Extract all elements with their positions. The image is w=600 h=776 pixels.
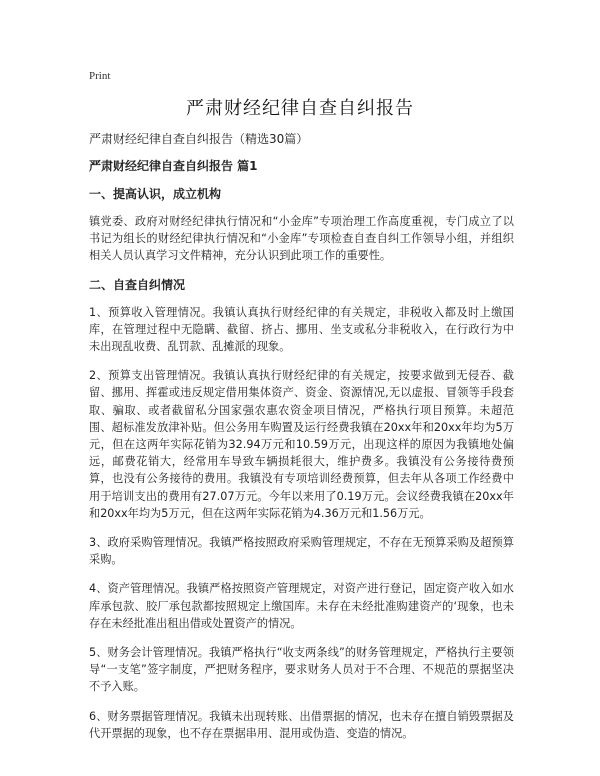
document-subtitle: 严肃财经纪律自查自纠报告（精选30篇） <box>89 132 309 146</box>
article-title: 严肃财经纪律自查自纠报告 篇1 <box>89 159 258 173</box>
section-heading-2: 二、自查自纠情况 <box>89 277 186 292</box>
section-heading-1: 一、提高认识，成立机构 <box>89 187 222 201</box>
paragraph: 镇党委、政府对财经纪律执行情况和“小金库”专项治理工作高度重视，专门成立了以书记为组长的财经纪律执行情况和“小金库”专项检查自查自纠工作领导小组，并组织相关人员认真学习文件精神，充分认识到此项工作的重要性。 <box>89 215 514 263</box>
paragraph: 4、资产管理情况。我镇严格按照资产管理规定，对资产进行登记，固定资产收入如水库承包款、胶厂承包款都按照规定上缴国库。未存在未经批准购建资产的‘现象，也未存在未经批准出租出借或处置资产的情况。 <box>89 582 514 630</box>
paragraph: 6、财务票据管理情况。我镇未出现转账、出借票据的情况，也未存在擅自销毁票据及代开票据的现象，也不存在票据串用、混用或伪造、变造的情况。 <box>89 709 514 740</box>
page-title: 严肃财经纪律自查自纠报告 <box>186 98 414 119</box>
paragraph: 3、政府采购管理情况。我镇严格按照政府采购管理规定，不存在无预算采购及超预算采购。 <box>89 536 514 567</box>
document-body <box>89 131 514 754</box>
print-link[interactable]: Print <box>89 70 111 82</box>
paragraph: 5、财务会计管理情况。我镇严格执行“收支两条线”的财务管理规定，严格执行主要领导“一支笔”签字制度，严把财务程序，要求财务人员对于不合理、不规范的票据坚决不予入账。 <box>89 646 514 694</box>
paragraph: 1、预算收入管理情况。我镇认真执行财经纪律的有关规定，非税收入都及时上缴国库，在管理过程中无隐瞒、截留、挤占、挪用、坐支或私分非税收入，在行政行为中未出现乱收费、乱罚款、乱摊派的现象。 <box>89 305 514 354</box>
paragraph: 2、预算支出管理情况。我镇认真执行财经纪律的有关规定，按要求做到无侵吞、截留、挪用、挥霍或违反规定借用集体资产、资金、资源情况,无以虚报、冒领等手段套取、骗取、或者截留私分国家强农惠农资金项目情况，严格执行项目预算。未超范围、超标准发放津补贴。但公务用车购置及运行经费我镇在20xx年和20xx年均为5万元，但在这两年实际花销为32.94万元和10.59万元，出现这样的原因为我镇地处偏远，邮费花销大，经常用车导致车辆损耗很大，维护费多。我镇没有公务接待费预算，也没有公务接待的费用。我镇没有专项培训经费预算，但去年从各项工作经费中用于培训支出的费用有27.07万元。今年以来用了0.19万元。会议经费我镇在20xx年和20xx年均为5万元，但在这两年实际花销为4.36万元和1.56万元。 <box>89 369 514 520</box>
